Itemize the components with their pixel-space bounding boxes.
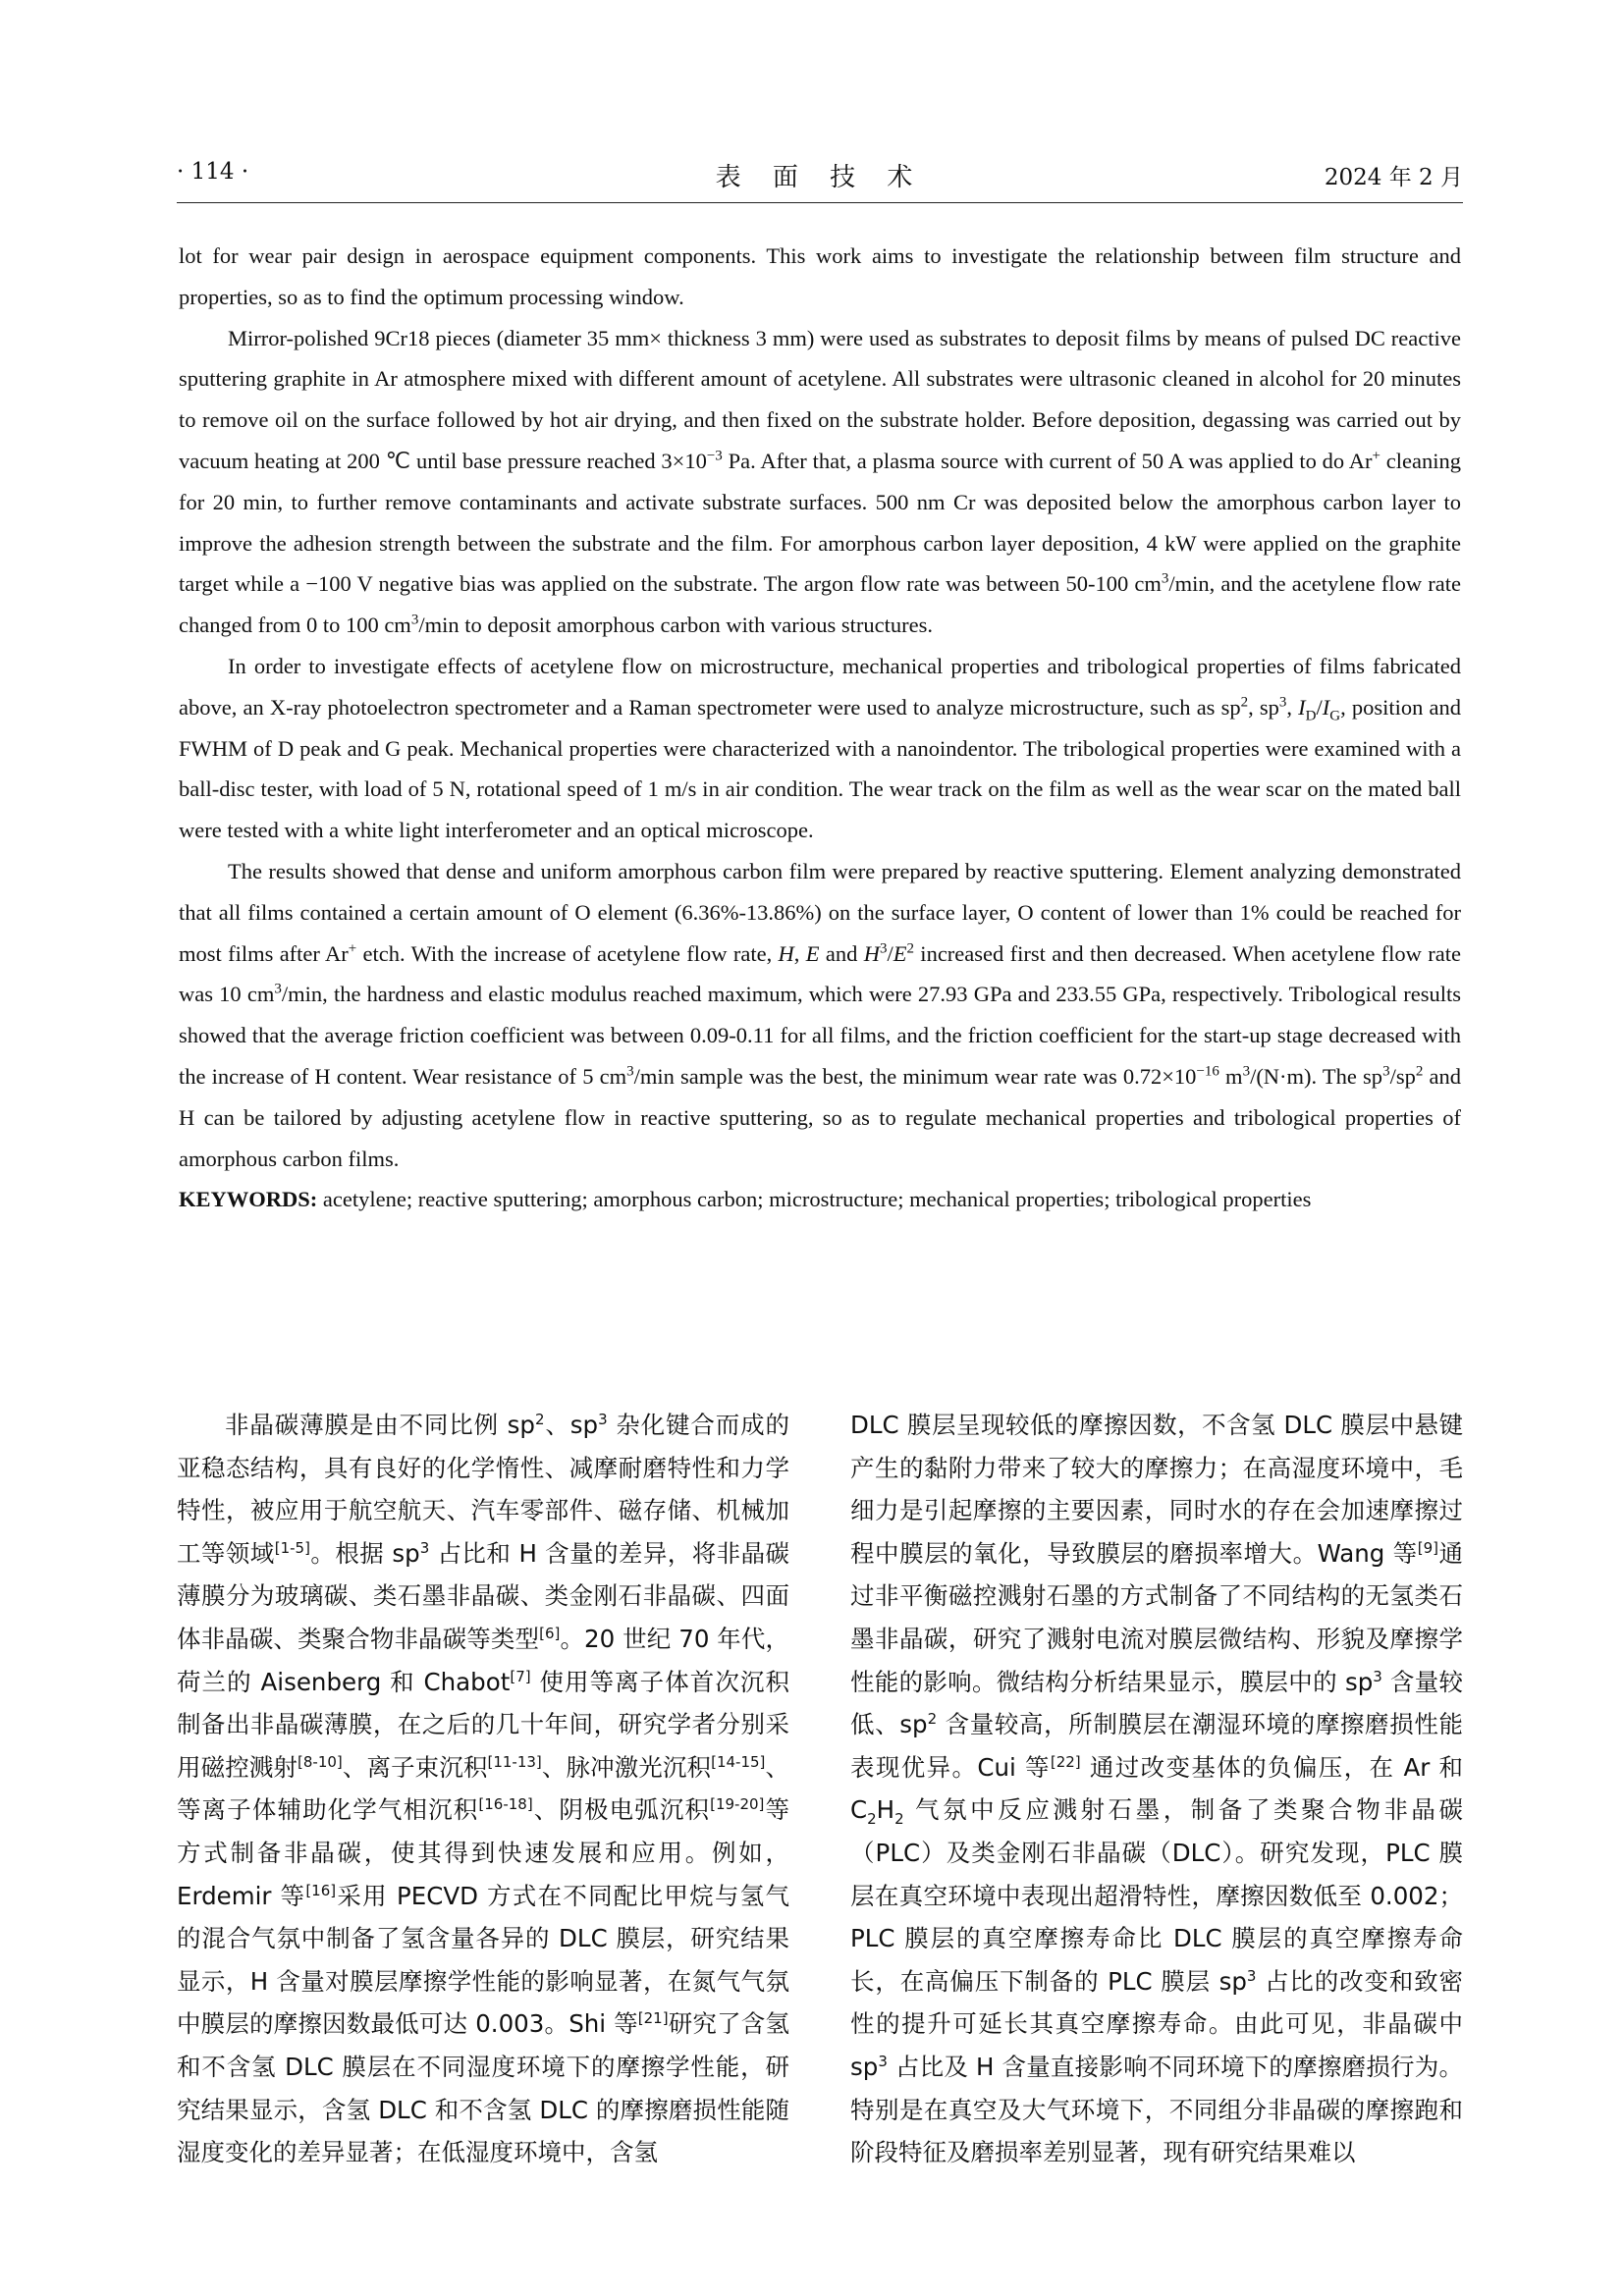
- citation: [11-13]: [487, 1752, 542, 1771]
- english-abstract: [179, 236, 1461, 1220]
- page-header: [177, 157, 1463, 200]
- citation: [22]: [1050, 1752, 1081, 1771]
- citation: [14-15]: [711, 1752, 766, 1771]
- abstract-paragraph-1: lot for wear pair design in aerospace equipment components. This work aims to investigate the relationship between film structure and properties, so as to find the optimum processing window.: [179, 243, 1461, 309]
- page-number: · 114 ·: [177, 159, 249, 185]
- body-column-left: [177, 1404, 789, 2174]
- journal-title: 表 面 技 术: [715, 163, 925, 192]
- abstract-paragraph-2: Mirror-polished 9Cr18 pieces (diameter 35 mm× thickness 3 mm) were used as substrates to deposit films by means of pulsed DC reactive sputtering graphite in Ar atmosphere mixed with different amount of acetylene. All substrates were ultrasonic cleaned in alcohol for 20 minutes to remove oil on the surface followed by hot air drying, and then fixed on the substrate holder. Before deposition, degassing was carried out by vacuum heating at 200 ℃ until base pressure reached $3\times 10^{-3}$ Pa. After that, a plasma source with current of 50 A was applied to do Ar+ cleaning for 20 min, to further remove contaminants and activate substrate surfaces. 500 nm Cr was deposited below the amorphous carbon layer to improve the adhesion strength between the substrate and the film. For amorphous carbon layer deposition, 4 kW were applied on the graphite target while a −100 V negative bias was applied on the substrate. The argon flow rate was between 50-100 $cm^3/\min$, and the acetylene flow rate changed from 0 to 100 $cm^3/\min$ to deposit amorphous carbon with various structures.: [179, 325, 1461, 638]
- citation: [19-20]: [710, 1795, 765, 1814]
- body-column-right: [850, 1404, 1463, 2174]
- body-paragraph: DLC 膜层呈现较低的摩擦因数，不含氢 DLC 膜层中悬键产生的黏附力带来了较大的摩擦力；在高湿度环境中，毛细力是引起摩擦的主要因素，同时水的存在会加速摩擦过程中膜层的氧化，导致膜层的磨损率增大。Wang 等[9]通过非平衡磁控溅射石墨的方式制备了不同结构的无氢类石墨非晶碳，研究了溅射电流对膜层微结构、形貌及摩擦学性能的影响。微结构分析结果显示，膜层中的 $sp^3$ 含量较低、$sp^2$ 含量较高，所制膜层在潮湿环境的摩擦磨损性能表现优异。Cui 等[22] 通过改变基体的负偏压，在 Ar 和 $C_2H_2$ 气氛中反应溅射石墨，制备了类聚合物非晶碳（PLC）及类金刚石非晶碳（DLC）。研究发现，PLC 膜层在真空环境中表现出超滑特性，摩擦因数低至 0.002；PLC 膜层的真空摩擦寿命比 DLC 膜层的真空摩擦寿命长，在高偏压下制备的 PLC 膜层 $sp^3$ 占比的改变和致密性的提升可延长其真空摩擦寿命。由此可见，非晶碳中 $sp^3$ 占比及 H 含量直接影响不同环境下的摩擦磨损行为。特别是在真空及大气环境下，不同组分非晶碳的摩擦跑和阶段特征及磨损率差别显著，现有研究结果难以: [850, 1411, 1464, 2167]
- keywords-line: [179, 1179, 1461, 1220]
- body-paragraph: 非晶碳薄膜是由不同比例 $sp^2$、$sp^3$ 杂化键合而成的亚稳态结构，具有良好的化学惰性、减摩耐磨特性和力学特性，被应用于航空航天、汽车零部件、磁存储、机械加工等领域[1-5]。根据 $sp^3$ 占比和 H 含量的差异，将非晶碳薄膜分为玻璃碳、类石墨非晶碳、类金刚石非晶碳、四面体非晶碳、类聚合物非晶碳等类型[6]。20 世纪 70 年代，荷兰的 Aisenberg 和 Chabot[7] 使用等离子体首次沉积制备出非晶碳薄膜，在之后的几十年间，研究学者分别采用磁控溅射[8-10]、离子束沉积[11-13]、脉冲激光沉积[14-15]、等离子体辅助化学气相沉积[16-18]、阴极电弧沉积[19-20]等方式制备非晶碳，使其得到快速发展和应用。例如，Erdemir 等[16]采用 PECVD 方式在不同配比甲烷与氢气的混合气氛中制备了氢含量各异的 DLC 膜层，研究结果显示，H 含量对膜层摩擦学性能的影响显著，在氮气气氛中膜层的摩擦因数最低可达 0.003。Shi 等[21]研究了含氢和不含氢 DLC 膜层在不同湿度环境下的摩擦学性能，研究结果显示，含氢 DLC 和不含氢 DLC 的摩擦磨损性能随湿度变化的差异显著；在低湿度环境中，含氢: [177, 1410, 790, 2167]
- header-rule: [177, 202, 1463, 203]
- abstract-paragraph-3: In order to investigate effects of acetylene flow on microstructure, mechanical properties and tribological properties of films fabricated above, an X-ray photoelectron spectrometer and a Raman spectrometer were used to analyze microstructure, such as $sp^2$, $sp^3$, $I_D/I_G$, position and FWHM of D peak and G peak. Mechanical properties were characterized with a nanoindentor. The tribological properties were examined with a ball-disc tester, with load of 5 N, rotational speed of 1 m/s in air condition. The wear track on the film as well as the wear scar on the mated ball were tested with a white light interferometer and an optical microscope.: [179, 653, 1462, 843]
- keywords-text: acetylene; reactive sputtering; amorphous carbon; microstructure; mechanical properties; tribological properties: [317, 1187, 1312, 1212]
- citation: [16]: [305, 1881, 337, 1899]
- citation: [16-18]: [478, 1795, 533, 1814]
- citation: [21]: [637, 2009, 669, 2028]
- abstract-paragraph-4: The results showed that dense and uniform amorphous carbon film were prepared by reactive sputtering. Element analyzing demonstrated that all films contained a certain amount of O element (6.36%-13.86%) on the surface layer, O content of lower than 1% could be reached for most films after Ar+ etch. With the increase of acetylene flow rate, H, E and $H^3/E^2$ increased first and then decreased. When acetylene flow rate was 10 $cm^3/\min$, the hardness and elastic modulus reached maximum, which were 27.93 GPa and 233.55 GPa, respectively. Tribological results showed that the average friction coefficient was between 0.09-0.11 for all films, and the friction coefficient for the start-up stage decreased with the increase of H content. Wear resistance of 5 $cm^3/\min$ sample was the best, the minimum wear rate was $0.72\times 10^{-16}$ $m^3/(N\cdot m)$. The $sp^3/sp^2$ and H can be tailored by adjusting acetylene flow in reactive sputtering, so as to regulate mechanical properties and tribological properties of amorphous carbon films.: [179, 858, 1461, 1171]
- citation: [1-5]: [274, 1538, 310, 1557]
- citation: [8-10]: [298, 1752, 343, 1771]
- keywords-label: KEYWORDS:: [179, 1187, 318, 1212]
- citation: [7]: [510, 1667, 531, 1685]
- issue-date: 2024 年 2 月: [1324, 165, 1463, 190]
- citation: [9]: [1417, 1538, 1438, 1557]
- citation: [6]: [539, 1624, 561, 1642]
